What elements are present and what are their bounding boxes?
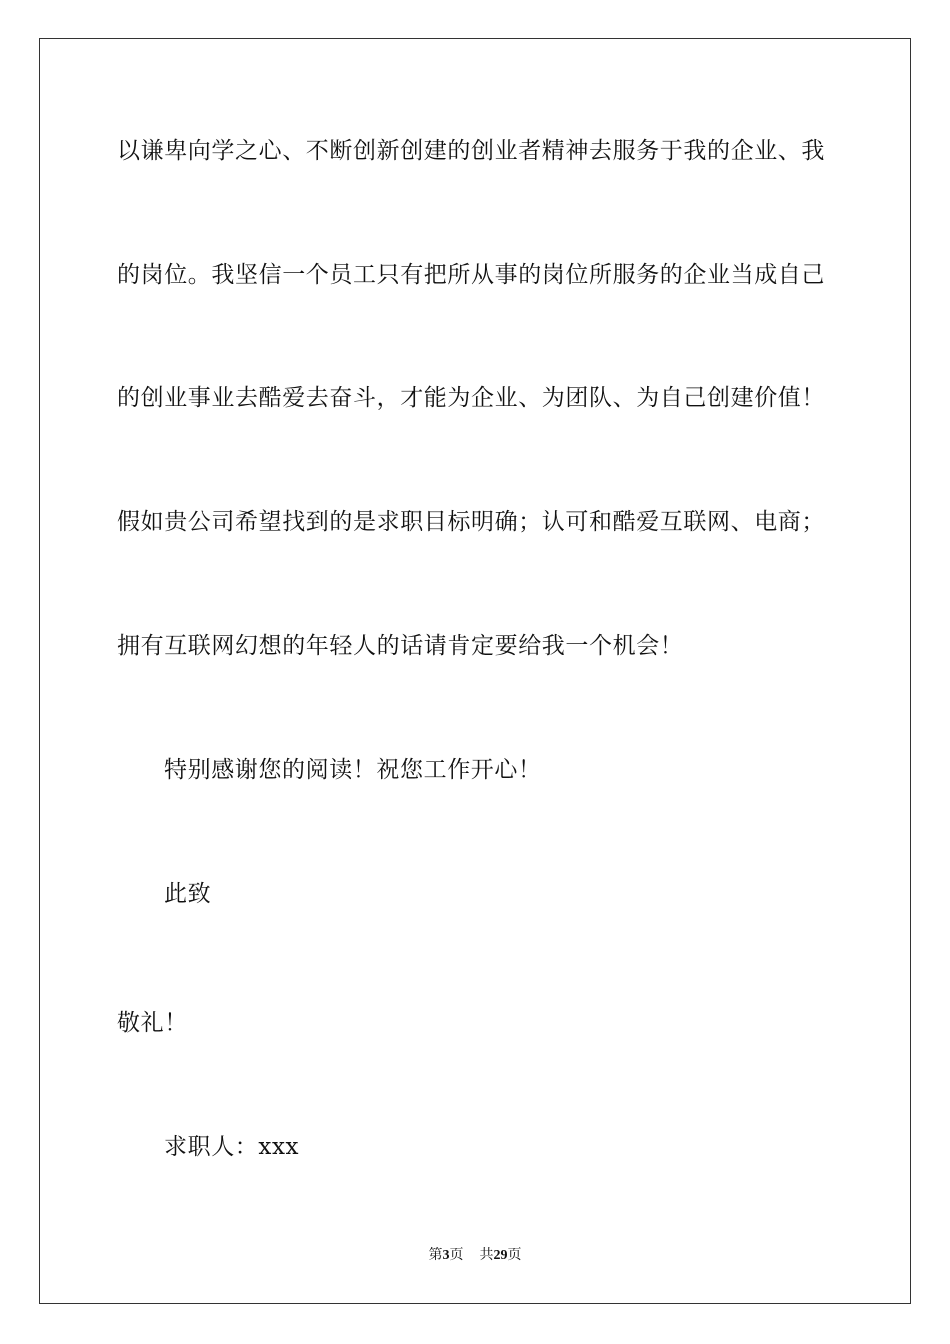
footer-total-prefix: 共 <box>479 1248 494 1263</box>
body-line-1: 以谦卑向学之心、不断创新创建的创业者精神去服务于我的企业、我 <box>117 138 825 164</box>
page-frame <box>39 38 911 1304</box>
footer-page-current: 3 <box>442 1248 450 1263</box>
closing-thanks: 特别感谢您的阅读！祝您工作开心！ <box>164 757 542 783</box>
body-line-2: 的岗位。我坚信一个员工只有把所从事的岗位所服务的企业当成自己 <box>117 262 825 288</box>
closing-respect: 敬礼！ <box>117 1010 188 1036</box>
footer-page-suffix: 页 <box>449 1248 464 1263</box>
signature-line: 求职人：xxx <box>164 1134 300 1160</box>
body-line-4: 假如贵公司希望找到的是求职目标明确；认可和酷爱互联网、电商； <box>117 509 825 535</box>
closing-salutation: 此致 <box>164 881 212 907</box>
page-footer <box>0 1247 950 1265</box>
body-line-5: 拥有互联网幻想的年轻人的话请肯定要给我一个机会！ <box>117 633 684 659</box>
footer-page-prefix: 第 <box>428 1248 443 1263</box>
body-line-3: 的创业事业去酷爱去奋斗，才能为企业、为团队、为自己创建价值！ <box>117 385 825 411</box>
footer-total-suffix: 页 <box>507 1248 522 1263</box>
footer-page-total: 29 <box>493 1248 508 1263</box>
